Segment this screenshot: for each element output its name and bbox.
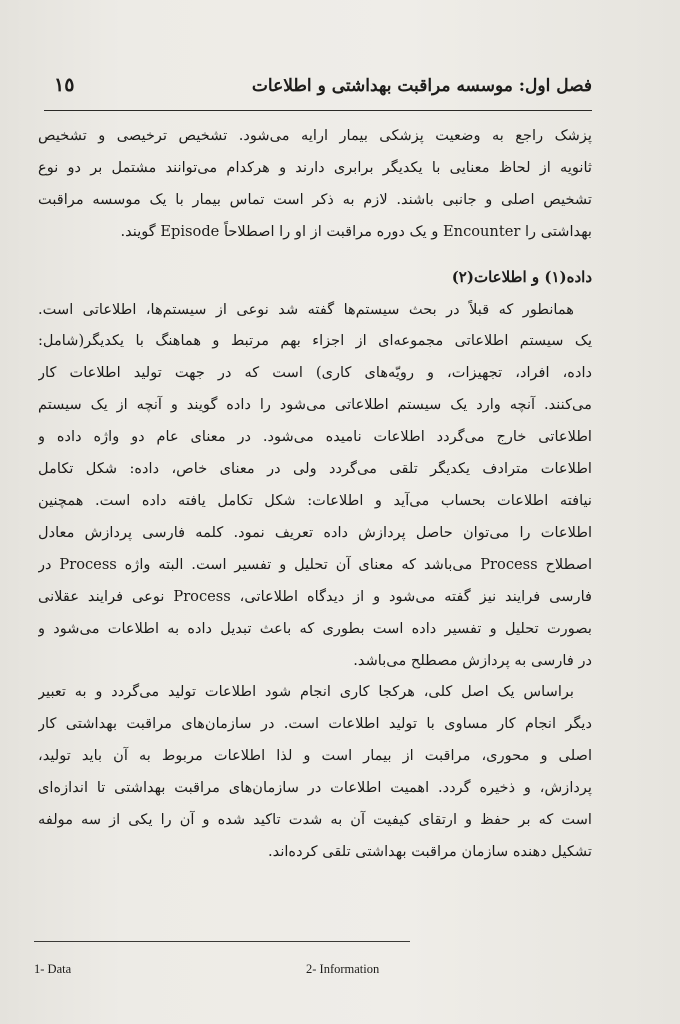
text-line: ثانویه از لحاظ معنایی با یکدیگر برابری دارند و هرکدام می‌توانند مشتمل بر دو نوع [38,158,592,176]
text-line: پزشک راجع به وضعیت پزشکی بیمار ارایه می‌شود. تشخیص ترخیصی و تشخیص [38,127,592,144]
text-line: در فارسی به پردازش مصطلح می‌باشد. [353,651,592,669]
text-line: براساس یک اصل کلی، هرکجا کاری انجام شود اطلاعات تولید می‌گردد و به تعبیر [38,683,574,701]
text-line: اصطلاح Process می‌باشد که معنای آن تحلیل و تفسیر است. البته واژه Process در [38,555,592,573]
footnote-1: 1- Data [34,962,72,976]
paragraph-gap [38,248,592,258]
chapter-title: فصل اول: موسسه مراقبت بهداشتی و اطلاعات [251,76,592,96]
text-line: تشخیص اصلی و جانبی باشند. لازم به ذکر است تماس بیمار با یک موسسه مراقبت [38,190,592,208]
paragraph-3 [38,676,592,867]
header-divider [44,110,592,111]
text-line: یک سیستم اطلاعاتی مجموعه‌ای از اجزاء بهم مرتبط و هماهنگ با یکدیگر(شامل: [38,332,592,350]
page-body [38,120,592,868]
text-line: اصلی و محوری، مراقبت از بیمار است و لذا اطلاعات مربوط به آن باید تولید، [38,747,592,765]
text-line: بصورت تحلیل و تفسیر داده است بطوری که باعث تبدیل داده به اطلاعات می‌شود و [38,619,592,637]
footnote-2: 2- Information [306,962,380,976]
text-line: اطلاعات مترادف یکدیگر تلقی می‌گردد ولی در معنای خاص، داده: شکل تکامل [38,460,592,478]
text-line: پردازش، و ذخیره گردد. اهمیت اطلاعات در سازمان‌های مراقبت بهداشتی تا اندازه‌ای [38,779,592,797]
text-line: اطلاعات را می‌توان حاصل پردازش داده تعریف نمود. کلمه فارسی پردازش معادل [38,523,592,541]
text-line: بهداشتی را Encounter و یک دوره مراقبت از او را اصطلاحاً Episode گویند. [120,222,592,240]
text-line: نیافته اطلاعات بحساب می‌آید و اطلاعات: شکل تکامل یافته داده است. همچنین [38,491,592,509]
paragraph-2 [38,294,592,677]
text-line: داده، افراد، تجهیزات، و رویّه‌های کاری) است که در جهت تولید اطلاعات کار [38,364,592,382]
footnote-divider [34,941,410,942]
section-heading: داده(١) و اطلاعات(٢) [451,267,592,286]
text-line: می‌کنند. آنچه وارد یک سیستم اطلاعاتی می‌شود را داده گویند و آنچه از یک سیستم [38,396,592,414]
page-number: ١٥ [54,74,75,96]
text-line: تشکیل دهنده سازمان مراقبت بهداشتی تلقی کرده‌اند. [268,842,592,860]
paragraph-1 [38,120,592,248]
text-line: دیگر انجام کار مساوی با تولید اطلاعات است. در سازمان‌های مراقبت بهداشتی کار [38,715,592,733]
text-line: فارسی فرایند نیز گفته می‌شود و از دیدگاه اطلاعاتی، Process نوعی فرایند عقلانی [38,587,592,605]
text-line: همانطور که قبلاً در بحث سیستم‌ها گفته شد نوعی از سیستم‌ها، اطلاعاتی است. [38,300,574,318]
text-line: است که بر حفظ و ارتقای کیفیت آن به شدت تاکید شده و آن را یکی از سه مولفه [38,811,592,829]
text-line: اطلاعاتی خارج می‌گردد اطلاعات نامیده می‌شود. در معنای عام دو واژه داده و [38,428,592,446]
